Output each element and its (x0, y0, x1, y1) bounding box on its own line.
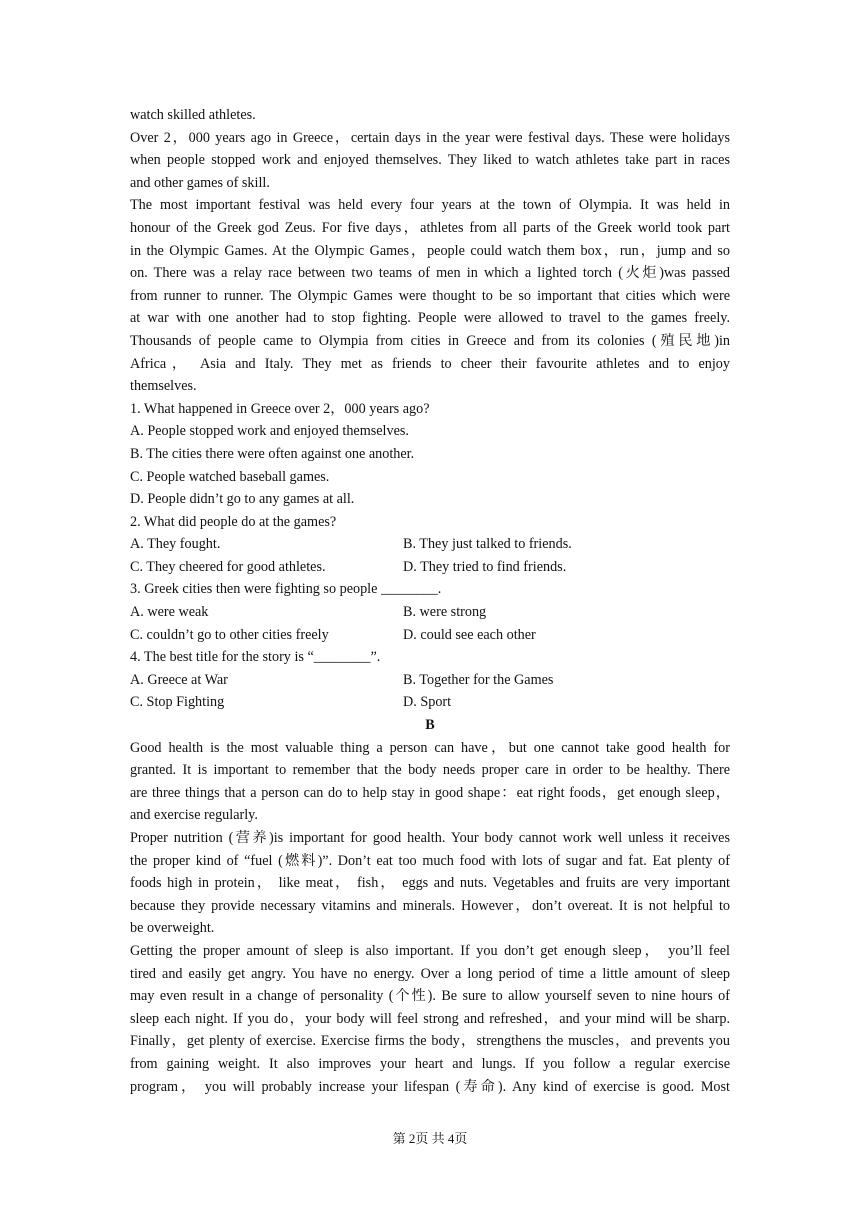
answer-option: A. People stopped work and enjoyed themselves. (130, 423, 409, 440)
page-footer: 第 2页 共 4页 (392, 1131, 468, 1146)
paragraph-line: watch skilled athletes. (130, 107, 256, 123)
paragraph-line: because they provide necessary vitamins and minerals. However，don’t overeat. It is not helpful to (130, 897, 730, 914)
answer-option-row (130, 556, 730, 579)
answer-option: B. Together for the Games (403, 671, 554, 688)
answer-option: D. Sport (403, 694, 452, 711)
paragraph-line: Good health is the most valuable thing a person can have，but one cannot take good health for (130, 739, 730, 756)
answer-option: D. They tried to find friends. (403, 558, 567, 575)
paragraph-line: when people stopped work and enjoyed themselves. They liked to watch athletes take part in races (130, 152, 730, 169)
answer-option: C. People watched baseball games. (130, 468, 330, 485)
answer-option-row (130, 669, 730, 692)
paragraph-line: at war with one another had to stop fighting. People were allowed to travel to the games freely. (130, 310, 730, 327)
paragraph-line: on. There was a relay race between two teams of men in which a lighted torch (火炬)was passed (130, 265, 730, 282)
paragraph-line: from runner to runner. The Olympic Games were thought to be so important that cities which were (130, 287, 730, 304)
paragraph-line: be overweight. (130, 920, 215, 937)
paragraph-line: and other games of skill. (130, 174, 270, 191)
paragraph-line: foods high in protein， like meat， fish， eggs and nuts. Vegetables and fruits are very important (130, 875, 730, 892)
question-stem: 1. What happened in Greece over 2，000 years ago? (130, 400, 430, 417)
question-stem: 3. Greek cities then were fighting so people ________. (130, 581, 442, 598)
paragraph-line: honour of the Greek god Zeus. For five days，athletes from all parts of the Greek world took part (130, 219, 730, 236)
paragraph-line: are three things that a person can do to help stay in good shape：eat right foods，get enough sleep， (130, 784, 730, 801)
paragraph-line: granted. It is important to remember that the body needs proper care in order to be healthy. There (130, 762, 730, 779)
paragraph-line: Africa， Asia and Italy. They met as friends to cheer their favourite athletes and to enjoy (130, 355, 730, 372)
answer-option: A. were weak (130, 604, 209, 621)
paragraph-line: and exercise regularly. (130, 807, 258, 824)
answer-option-row (130, 624, 730, 647)
passage-b (130, 737, 730, 1099)
paragraph-line: sleep each night. If you do，your body will feel strong and refreshed，and your mind will be sharp. (130, 1010, 730, 1027)
answer-option: D. People didn’t go to any games at all. (130, 491, 355, 508)
paragraph-line: The most important festival was held every four years at the town of Olympia. It was held in (130, 197, 730, 214)
answer-option: C. couldn’t go to other cities freely (130, 626, 329, 643)
paragraph-line: from gaining weight. It also improves your heart and lungs. If you follow a regular exercise (130, 1055, 730, 1072)
paragraph-line: program， you will probably increase your lifespan (寿命). Any kind of exercise is good. Most (130, 1078, 730, 1095)
paragraph-line: Thousands of people came to Olympia from cities in Greece and from its colonies (殖民地)in (130, 332, 730, 349)
answer-option: D. could see each other (403, 626, 536, 643)
paragraph-line: themselves. (130, 378, 197, 395)
passage-a (130, 104, 730, 398)
answer-option: A. They fought. (130, 536, 221, 553)
paragraph-line: the proper kind of “fuel (燃料)”. Don’t eat too much food with lots of sugar and fat. Eat plenty of (130, 852, 730, 869)
answer-option: B. were strong (403, 604, 487, 621)
question-stem: 4. The best title for the story is “________”. (130, 649, 381, 666)
answer-option: B. They just talked to friends. (403, 536, 572, 553)
paragraph-line: Proper nutrition (营养)is important for good health. Your body cannot work well unless it receives (130, 830, 730, 846)
answer-option: C. They cheered for good athletes. (130, 558, 326, 575)
paragraph-line: Finally，get plenty of exercise. Exercise firms the body，strengthens the muscles，and prevents you (130, 1033, 730, 1050)
paragraph-line: in the Olympic Games. At the Olympic Games，people could watch them box，run，jump and so (130, 242, 730, 259)
question-stem: 2. What did people do at the games? (130, 513, 337, 530)
paragraph-line: Getting the proper amount of sleep is also important. If you don’t get enough sleep， you’ll feel (130, 942, 730, 959)
paragraph-line: may even result in a change of personality (个性). Be sure to allow yourself seven to nine hours of (130, 988, 730, 1005)
answer-option: B. The cities there were often against one another. (130, 445, 415, 462)
paragraph-line: tired and easily get angry. You have no energy. Over a long period of time a little amount of sleep (130, 965, 730, 982)
answer-option-row (130, 533, 730, 556)
question-list (130, 398, 730, 714)
answer-option-row (130, 601, 730, 624)
section-b-heading: B (425, 717, 435, 734)
paragraph-line: Over 2，000 years ago in Greece，certain days in the year were festival days. These were holidays (130, 129, 730, 146)
document-page (130, 104, 730, 1098)
answer-option-row (130, 691, 730, 714)
answer-option: C. Stop Fighting (130, 694, 225, 711)
answer-option: A. Greece at War (130, 671, 228, 688)
